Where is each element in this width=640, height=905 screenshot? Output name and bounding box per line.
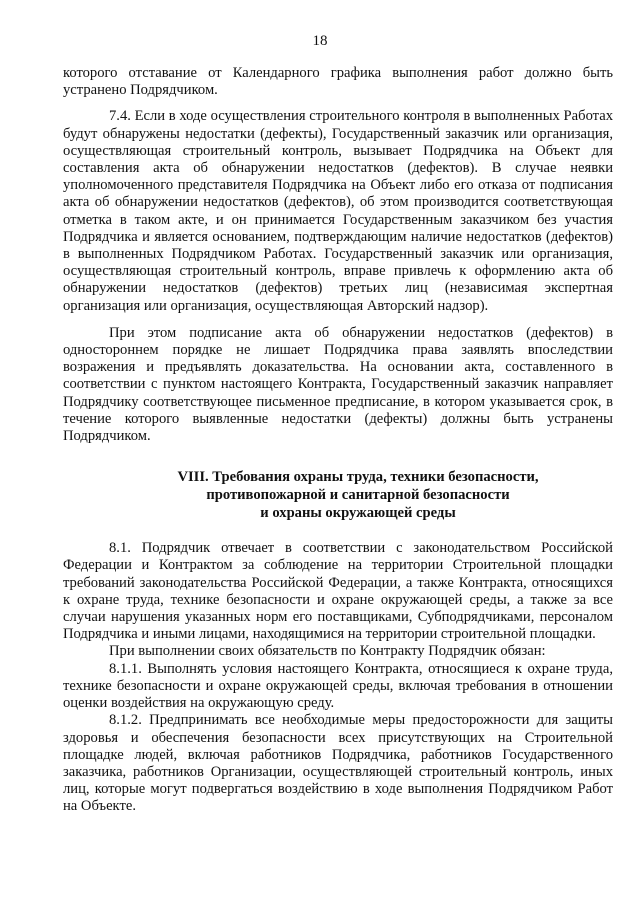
- paragraph-obligations-intro: При выполнении своих обязательств по Контракту Подрядчик обязан:: [109, 643, 546, 660]
- paragraph-7-4: 7.4. Если в ходе осуществления строительного контроля в выполненных Работах будут обнаружены недостатки (дефекты), Государственный заказчик или организация, осуществляющая строительный контроль, вызывает Подрядчика на Объект для составления акта об обнаружении недостатков (дефектов). В случае неявки уполномоченного представителя Подрядчика на Объект либо его отказа от подписания акта об обнаружении недостатков (дефектов), об этом производится соответствующая отметка в таком акте, и он принимается Государственным заказчиком без участия Подрядчика и является основанием, подтверждающим наличие недостатков (дефектов) в выполненных Подрядчиком Работах. Государственный заказчик или организация, осуществляющая строительный контроль, вправе привлечь к оформлению акта об обнаружении недостатков (дефектов) третьих лиц (независимая экспертная организация или организация, осуществляющая Авторский надзор).: [63, 108, 613, 314]
- section-heading-line-2: противопожарной и санитарной безопасности: [206, 487, 510, 504]
- paragraph-continuation: которого отставание от Календарного графика выполнения работ должно быть устранено Подрядчиком.: [63, 65, 613, 99]
- document-body: [63, 65, 613, 816]
- paragraph-8-1: 8.1. Подрядчик отвечает в соответствии с законодательством Российской Федерации и Контрактом за соблюдение на территории Строительной площадки требований законодательства Российской Федерации, а также Контракта, относящихся к охране труда, технике безопасности и охране окружающей среды, а также за все случаи нарушения указанных норм его поставщиками, Субподрядчиками, персоналом Подрядчика и иными лицами, находящимися на территории строительной площадки.: [63, 540, 613, 643]
- section-heading-line-1: VIII. Требования охраны труда, техники безопасности,: [177, 469, 539, 486]
- section-heading-line-3: и охраны окружающей среды: [260, 505, 456, 522]
- page-number: 18: [312, 33, 328, 49]
- paragraph-act-signing: При этом подписание акта об обнаружении недостатков (дефектов) в одностороннем порядке не лишает Подрядчика права заявлять впоследствии возражения и предъявлять доказательства. На основании акта, составленного в соответствии с пунктом настоящего Контракта, Государственный заказчик направляет Подрядчику соответствующее письменное предписание, в котором указывается срок, в течение которого выявленные недостатки (дефекты) должны быть устранены Подрядчиком.: [63, 324, 613, 445]
- paragraph-8-1-1: 8.1.1. Выполнять условия настоящего Контракта, относящиеся к охране труда, технике безопасности и охране окружающей среды, включая требования в отношении оценки воздействия на окружающую среду.: [63, 660, 613, 712]
- section-heading-viii: [63, 468, 613, 522]
- paragraph-8-1-2: 8.1.2. Предпринимать все необходимые меры предосторожности для защиты здоровья и обеспечения безопасности всех присутствующих на Строительной площадке людей, включая работников Подрядчика, работников Государственного заказчика, работников Организации, осуществляющей строительный контроль, иных лиц, которые могут подвергаться воздействию в ходе выполнения Подрядчиком Работ на Объекте.: [63, 712, 613, 815]
